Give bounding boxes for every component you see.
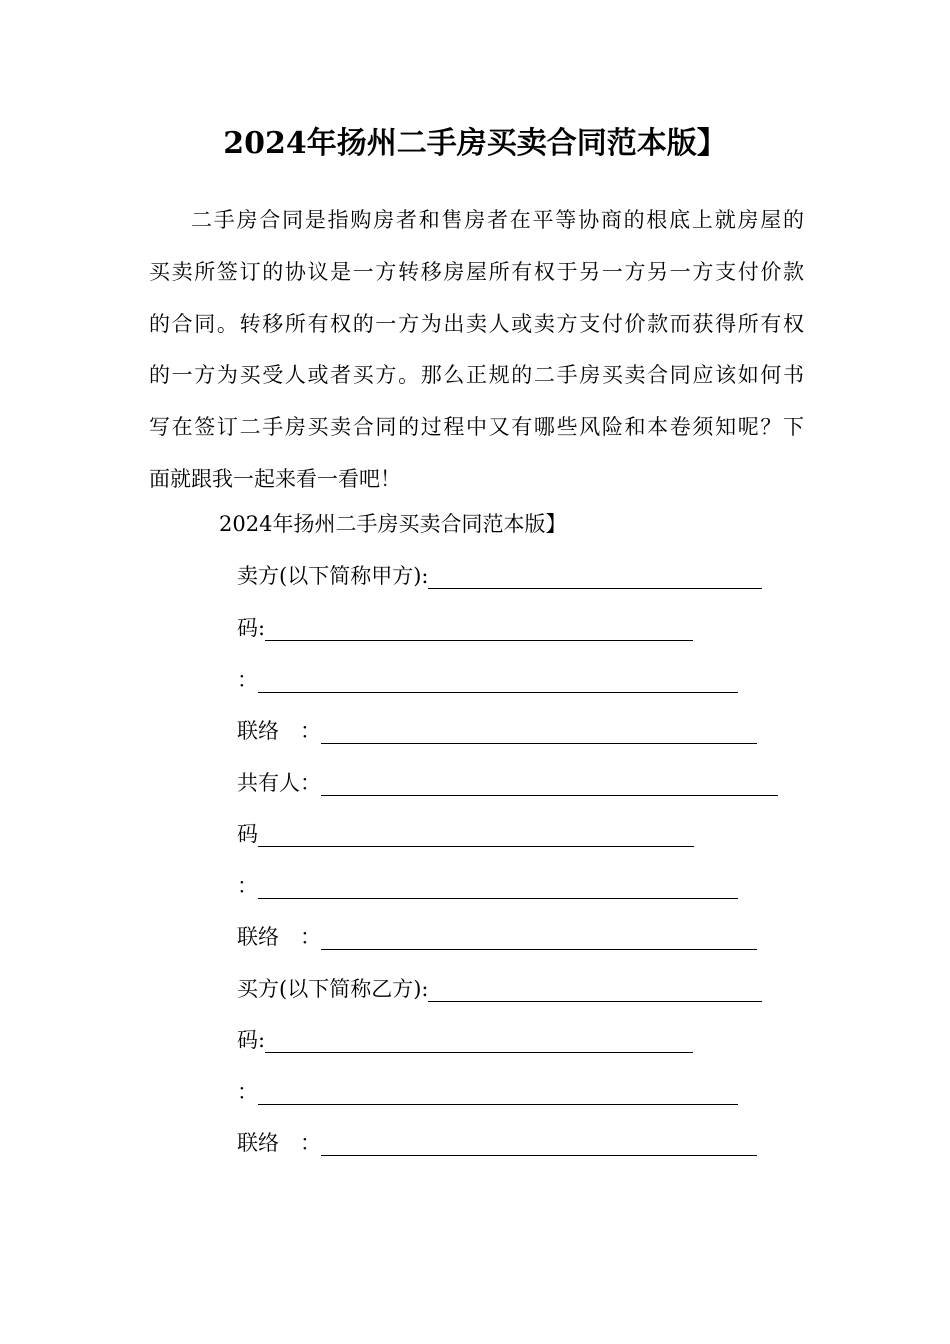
co-owner-field (237, 766, 778, 800)
seller-address-field (237, 663, 738, 697)
fill-in-blank[interactable] (428, 562, 762, 589)
fill-in-blank[interactable] (321, 1129, 757, 1156)
intro-line: 的合同。转移所有权的一方为出卖人或卖方支付价款而获得所有权 (149, 311, 804, 336)
field-label: 码: (237, 1028, 266, 1052)
field-label: 共有人： (237, 771, 321, 795)
field-label: 卖方(以下简称甲方): (237, 564, 429, 588)
fill-in-blank[interactable] (321, 769, 778, 796)
fill-in-blank[interactable] (321, 717, 757, 744)
field-label: 联络 ： (237, 1131, 321, 1155)
field-label: 联络 ： (237, 719, 321, 743)
fill-in-blank[interactable] (258, 1078, 738, 1105)
fill-in-blank[interactable] (258, 666, 738, 693)
field-label: 联络 ： (237, 925, 321, 949)
seller-contact-field (237, 714, 757, 748)
field-label: 买方(以下简称乙方): (237, 977, 429, 1001)
buyer-id-code-field (237, 1023, 693, 1057)
field-label: 码: (237, 616, 266, 640)
field-label: ： (237, 1080, 258, 1104)
fill-in-blank[interactable] (428, 975, 762, 1002)
field-label: ： (237, 874, 258, 898)
field-label: 码 (237, 822, 258, 846)
seller-field (237, 559, 762, 593)
intro-line: 写在签订二手房买卖合同的过程中又有哪些风险和本卷须知呢？下 (149, 415, 804, 440)
buyer-field (237, 972, 762, 1006)
fill-in-blank[interactable] (265, 614, 693, 641)
buyer-address-field (237, 1075, 738, 1109)
fill-in-blank[interactable] (265, 1026, 693, 1053)
intro-line: 面就跟我一起来看一看吧！ (149, 466, 401, 491)
fill-in-blank[interactable] (258, 872, 738, 899)
co-owner-id-code-field (237, 817, 694, 851)
document-title: 2024年扬州二手房买卖合同范本版】 (223, 126, 727, 161)
intro-line: 二手房合同是指购房者和售房者在平等协商的根底上就房屋的 (191, 208, 804, 232)
intro-paragraph (149, 195, 804, 506)
buyer-contact-field (237, 1126, 757, 1160)
contract-subtitle: 2024年扬州二手房买卖合同范本版】 (219, 512, 567, 536)
co-owner-address-field (237, 869, 738, 903)
fill-in-blank[interactable] (258, 820, 694, 847)
intro-line: 买卖所签订的协议是一方转移房屋所有权于另一方另一方支付价款 (149, 259, 804, 284)
seller-id-code-field (237, 611, 693, 645)
co-owner-contact-field (237, 920, 757, 954)
field-label: ： (237, 668, 258, 692)
fill-in-blank[interactable] (321, 923, 757, 950)
intro-line: 的一方为买受人或者买方。那么正规的二手房买卖合同应该如何书 (149, 363, 804, 388)
